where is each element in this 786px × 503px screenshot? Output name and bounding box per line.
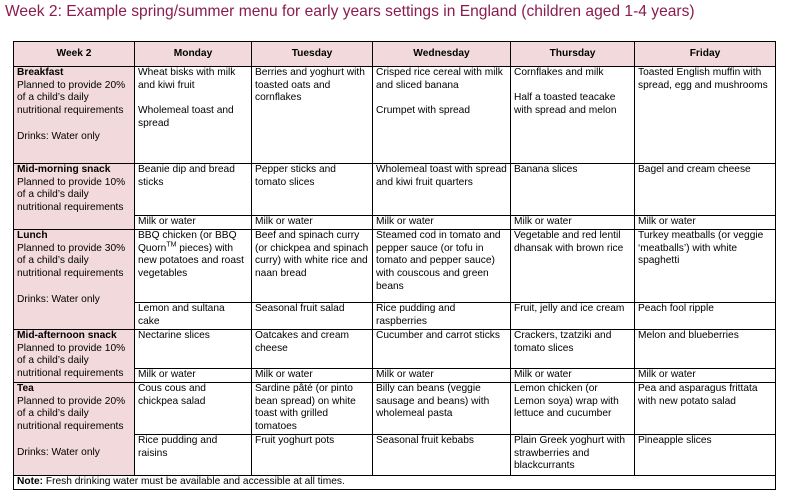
midmorning-drink-thursday: Milk or water (511, 216, 635, 230)
breakfast-wednesday (373, 67, 511, 164)
menu-item: Wheat bisks with milk and kiwi fruit (138, 67, 236, 91)
meal-label-midafternoon (14, 330, 135, 383)
menu-item: Crisped rice cereal with milk and sliced banana (376, 67, 503, 91)
midafternoon-drink-friday: Milk or water (635, 369, 776, 383)
trademark-sup: TM (166, 241, 177, 249)
header-monday: Monday (135, 42, 252, 67)
table-row-tea (14, 383, 776, 435)
lunch-dessert-monday: Lemon and sultana cake (135, 303, 252, 330)
table-row-note (14, 476, 776, 490)
meal-name: Mid-afternoon snack (17, 330, 117, 341)
meal-plan: Planned to provide 20% of a child’s daily nutritional requirements (17, 395, 126, 433)
meal-label-midmorning (14, 164, 135, 230)
lunch-thursday: Vegetable and red lentil dhansak with brown rice (511, 230, 635, 303)
table-row-midafternoon (14, 330, 776, 369)
note-label: Note: (17, 476, 44, 487)
menu-item: Wholemeal toast and spread (138, 105, 234, 129)
meal-plan: Planned to provide 30% of a child’s daily nutritional requirements (17, 242, 126, 280)
midmorning-drink-wednesday: Milk or water (373, 216, 511, 230)
header-week: Week 2 (14, 42, 135, 67)
midmorning-drink-friday: Milk or water (635, 216, 776, 230)
midmorning-thursday: Banana slices (511, 164, 635, 216)
midmorning-monday: Beanie dip and bread sticks (135, 164, 252, 216)
tea-tuesday: Sardine pâté (or pinto bean spread) on white toast with grilled tomatoes (252, 383, 373, 435)
midafternoon-thursday: Crackers, tzatziki and tomato slices (511, 330, 635, 369)
table-row-breakfast (14, 67, 776, 164)
menu-item: Berries and yoghurt with toasted oats and cornflakes (255, 67, 365, 104)
page-title: Week 2: Example spring/summer menu for early years settings in England (children aged 1-4 years) (5, 3, 695, 20)
meal-label-breakfast (14, 67, 135, 164)
header-wednesday: Wednesday (373, 42, 511, 67)
meal-plan: Planned to provide 10% of a child’s daily nutritional requirements (17, 342, 126, 380)
tea-dessert-thursday: Plain Greek yoghurt with strawberries and blackcurrants (511, 435, 635, 476)
menu-item: Half a toasted teacake with spread and melon (514, 92, 617, 117)
lunch-dessert-tuesday: Seasonal fruit salad (252, 303, 373, 330)
table-row-midmorning (14, 164, 776, 216)
tea-dessert-tuesday: Fruit yoghurt pots (252, 435, 373, 476)
lunch-dessert-thursday: Fruit, jelly and ice cream (511, 303, 635, 330)
lunch-friday: Turkey meatballs (or veggie ‘meatballs’) with white spaghetti (635, 230, 776, 303)
midafternoon-tuesday: Oatcakes and cream cheese (252, 330, 373, 369)
midmorning-tuesday: Pepper sticks and tomato slices (252, 164, 373, 216)
header-tuesday: Tuesday (252, 42, 373, 67)
meal-name: Lunch (17, 230, 48, 241)
menu-item: pieces) with new potatoes and roast vegetables (138, 242, 244, 280)
tea-friday: Pea and asparagus frittata with new potato salad (635, 383, 776, 435)
note-text: Fresh drinking water must be available and accessible at all times. (43, 476, 345, 487)
midafternoon-drink-monday: Milk or water (135, 369, 252, 383)
midafternoon-wednesday: Cucumber and carrot sticks (373, 330, 511, 369)
tea-wednesday: Billy can beans (veggie sausage and beans) with wholemeal pasta (373, 383, 511, 435)
menu-item: Crumpet with spread (376, 105, 470, 117)
meal-plan: Planned to provide 10% of a child’s daily nutritional requirements (17, 176, 126, 214)
lunch-dessert-friday: Peach fool ripple (635, 303, 776, 330)
tea-dessert-wednesday: Seasonal fruit kebabs (373, 435, 511, 476)
menu-item: Cornflakes and milk (514, 67, 604, 78)
midafternoon-friday: Melon and blueberries (635, 330, 776, 369)
meal-name: Mid-morning snack (17, 164, 111, 175)
meal-name: Breakfast (17, 67, 64, 78)
menu-item: Toasted English muffin with spread, egg and mushrooms (638, 67, 768, 91)
lunch-monday (135, 230, 252, 303)
breakfast-monday (135, 67, 252, 164)
tea-monday: Cous cous and chickpea salad (135, 383, 252, 435)
midafternoon-monday: Nectarine slices (135, 330, 252, 369)
midmorning-friday: Bagel and cream cheese (635, 164, 776, 216)
footnote (14, 476, 776, 490)
menu-item: BBQ chicken (or BBQ Quorn (138, 230, 237, 254)
midafternoon-drink-tuesday: Milk or water (252, 369, 373, 383)
meal-name: Tea (17, 383, 34, 394)
tea-dessert-monday: Rice pudding and raisins (135, 435, 252, 476)
table-row-lunch (14, 230, 776, 303)
midmorning-drink-tuesday: Milk or water (252, 216, 373, 230)
header-friday: Friday (635, 42, 776, 67)
meal-plan: Planned to provide 20% of a child’s daily nutritional requirements (17, 79, 126, 117)
header-thursday: Thursday (511, 42, 635, 67)
breakfast-friday (635, 67, 776, 164)
menu-table (13, 41, 776, 490)
meal-drinks: Drinks: Water only (17, 446, 100, 458)
meal-label-lunch (14, 230, 135, 330)
midafternoon-drink-thursday: Milk or water (511, 369, 635, 383)
breakfast-thursday (511, 67, 635, 164)
tea-thursday: Lemon chicken (or Lemon soya) wrap with lettuce and cucumber (511, 383, 635, 435)
midafternoon-drink-wednesday: Milk or water (373, 369, 511, 383)
midmorning-wednesday: Wholemeal toast with spread and kiwi fruit quarters (373, 164, 511, 216)
lunch-wednesday: Steamed cod in tomato and pepper sauce (or tofu in tomato and pepper sauce) with couscous and green beans (373, 230, 511, 303)
meal-label-tea (14, 383, 135, 476)
tea-dessert-friday: Pineapple slices (635, 435, 776, 476)
lunch-dessert-wednesday: Rice pudding and raspberries (373, 303, 511, 330)
lunch-tuesday: Beef and spinach curry (or chickpea and spinach curry) with white rice and naan bread (252, 230, 373, 303)
header-row (14, 42, 776, 67)
breakfast-tuesday (252, 67, 373, 164)
meal-drinks: Drinks: Water only (17, 130, 100, 142)
midmorning-drink-monday: Milk or water (135, 216, 252, 230)
meal-drinks: Drinks: Water only (17, 293, 100, 305)
